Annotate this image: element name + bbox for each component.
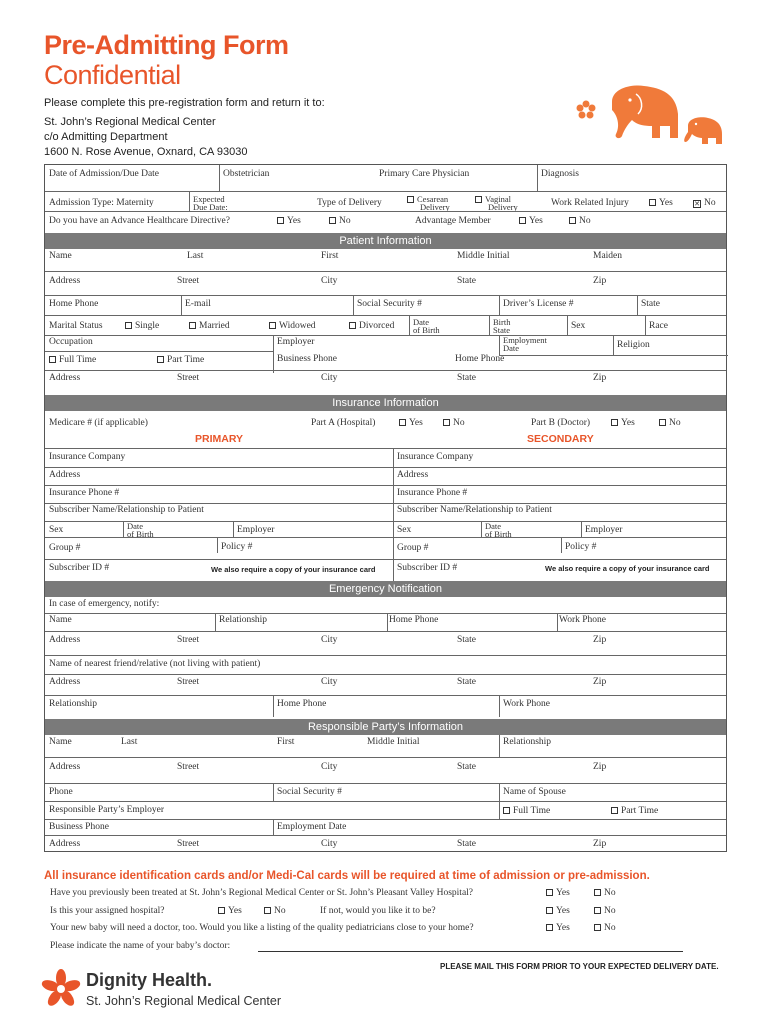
rp-last-label: Last <box>121 737 138 747</box>
dignity-health-brand: Dignity Health. <box>86 970 213 990</box>
marital-married[interactable]: Married <box>189 321 230 332</box>
dl-state-label: State <box>641 299 660 309</box>
primary-policy-label: Policy # <box>221 542 253 552</box>
form-title: Pre-Admitting Form <box>44 30 289 60</box>
advance-directive-no[interactable]: No <box>329 216 351 227</box>
patient-race-label: Race <box>649 321 668 331</box>
emergency-street-label: Street <box>177 635 200 645</box>
address-line-3: 1600 N. Rose Avenue, Oxnard, CA 93030 <box>44 146 248 158</box>
primary-heading: PRIMARY <box>195 433 244 445</box>
checkbox-icon[interactable] <box>277 217 284 224</box>
employer-state-label: State <box>457 373 476 383</box>
patient-first-label: First <box>321 251 339 261</box>
religion-label: Religion <box>617 340 650 350</box>
cesarean-option[interactable]: Cesarean Delivery <box>407 195 450 211</box>
checkbox-icon[interactable] <box>269 322 276 329</box>
emergency-state-label: State <box>457 635 476 645</box>
type-delivery-label: Type of Delivery <box>317 198 382 208</box>
rp-business-phone-label: Business Phone <box>49 822 109 832</box>
checkbox-icon[interactable] <box>264 907 271 914</box>
secondary-address-label: Address <box>397 470 429 480</box>
emergency-city-label: City <box>321 635 338 645</box>
admission-type-label: Admission Type: Maternity <box>49 198 154 208</box>
patient-info-bar: Patient Information <box>45 233 726 249</box>
secondary-subscriber-label: Subscriber Name/Relationship to Patient <box>397 505 552 515</box>
emergency-work-phone-label: Work Phone <box>559 615 606 625</box>
rp-spouse-label: Name of Spouse <box>503 787 566 797</box>
expected-due-date-label: Expected Due Date: <box>193 194 228 212</box>
part-b-no[interactable]: No <box>659 418 681 429</box>
in-case-label: In case of emergency, notify: <box>49 599 160 609</box>
relative-city-label: City <box>321 677 338 687</box>
emergency-relationship-label: Relationship <box>219 615 268 625</box>
insurance-cards-warning: All insurance identification cards and/or Medi-Cal cards will be required at time of admission or pre-admission. <box>44 870 650 882</box>
rp-state-label: State <box>457 762 476 772</box>
checkbox-icon[interactable] <box>503 807 510 814</box>
secondary-dob-label: Date of Birth <box>485 521 512 539</box>
secondary-subscriber-id-label: Subscriber ID # <box>397 563 458 573</box>
checkbox-icon[interactable] <box>329 217 336 224</box>
pre-admit-form-table <box>44 164 727 852</box>
patient-dob-label: Date of Birth <box>413 317 440 335</box>
question-previous-treatment: Have you previously been treated at St. John’s Regional Medical Center or St. John’s Pleasant Valley Hospital? <box>50 888 474 898</box>
marital-status-label: Marital Status <box>49 321 103 331</box>
primary-copy-note: We also require a copy of your insurance card <box>211 565 376 574</box>
intro-block <box>44 96 325 160</box>
relative-relationship-label: Relationship <box>49 699 98 709</box>
checkbox-icon[interactable] <box>125 322 132 329</box>
rp-employer-city-label: City <box>321 839 338 849</box>
secondary-sex-label: Sex <box>397 525 412 535</box>
rp-employer-state-label: State <box>457 839 476 849</box>
instruction-text: Please complete this pre-registration form and return it to: <box>44 97 325 109</box>
employer-city-label: City <box>321 373 338 383</box>
q3-yes[interactable]: Yes <box>546 923 570 933</box>
patient-home-phone-label: Home Phone <box>455 354 505 364</box>
q1-yes[interactable]: Yes <box>546 888 570 898</box>
drivers-license-label: Driver’s License # <box>503 299 574 309</box>
primary-subscriber-id-label: Subscriber ID # <box>49 563 110 573</box>
obstetrician-label: Obstetrician <box>223 169 270 179</box>
nearest-relative-label: Name of nearest friend/relative (not living with patient) <box>49 659 261 669</box>
form-subtitle: Confidential <box>44 60 181 90</box>
part-a-label: Part A (Hospital) <box>311 418 376 428</box>
dignity-health-subtitle: St. John’s Regional Medical Center <box>86 994 282 1008</box>
primary-address-label: Address <box>49 470 81 480</box>
checkbox-icon[interactable] <box>649 199 656 206</box>
marital-single[interactable]: Single <box>125 321 159 332</box>
advantage-member-yes[interactable]: Yes <box>519 216 543 227</box>
address-line-1: St. John’s Regional Medical Center <box>44 116 216 128</box>
checkbox-icon[interactable] <box>349 322 356 329</box>
checkbox-icon[interactable] <box>519 217 526 224</box>
secondary-copy-note: We also require a copy of your insurance card <box>545 564 710 573</box>
employer-street-label: Street <box>177 373 200 383</box>
q1-no[interactable]: No <box>594 888 616 898</box>
checkbox-icon[interactable] <box>594 907 601 914</box>
rp-employer-label: Responsible Party’s Employer <box>49 805 165 815</box>
advantage-member-label: Advantage Member <box>415 216 491 226</box>
mail-note: PLEASE MAIL THIS FORM PRIOR TO YOUR EXPECTED DELIVERY DATE. <box>440 962 719 971</box>
checkbox-icon[interactable] <box>594 924 601 931</box>
secondary-phone-label: Insurance Phone # <box>397 488 468 498</box>
advance-directive-yes[interactable]: Yes <box>277 216 301 227</box>
checkbox-icon[interactable] <box>157 356 164 363</box>
q3-no[interactable]: No <box>594 923 616 933</box>
checkbox-icon[interactable] <box>611 807 618 814</box>
dignity-health-logo-icon <box>40 968 82 1010</box>
q2-no[interactable]: No <box>264 906 286 916</box>
work-injury-no[interactable]: ✕ No <box>694 198 716 208</box>
rp-city-label: City <box>321 762 338 772</box>
secondary-employer-label: Employer <box>585 525 623 535</box>
emergency-address-label: Address <box>49 635 81 645</box>
question-assigned-hospital: Is this your assigned hospital? <box>50 906 165 916</box>
checked-checkbox-icon[interactable]: ✕ <box>694 200 700 208</box>
elephant-family-icon <box>572 80 732 150</box>
checkbox-icon[interactable] <box>546 889 553 896</box>
primary-phone-label: Insurance Phone # <box>49 488 120 498</box>
checkbox-icon[interactable] <box>218 907 225 914</box>
rp-address-label: Address <box>49 762 81 772</box>
flower-icon <box>577 101 596 119</box>
relative-zip-label: Zip <box>593 677 607 687</box>
part-a-no[interactable]: No <box>443 418 465 429</box>
q2b-no[interactable]: No <box>594 906 616 916</box>
rp-street-label: Street <box>177 762 200 772</box>
diagnosis-label: Diagnosis <box>541 169 579 179</box>
advantage-member-no[interactable]: No <box>569 216 591 227</box>
patient-middle-label: Middle Initial <box>457 251 510 261</box>
employer-address-label: Address <box>49 373 81 383</box>
insurance-info-bar: Insurance Information <box>45 395 726 411</box>
checkbox-icon[interactable] <box>189 322 196 329</box>
part-b-yes[interactable]: Yes <box>611 418 635 429</box>
rp-zip-label: Zip <box>593 762 607 772</box>
primary-sex-label: Sex <box>49 525 64 535</box>
relative-street-label: Street <box>177 677 200 687</box>
rp-employer-zip-label: Zip <box>593 839 607 849</box>
advance-directive-label: Do you have an Advance Healthcare Directive? <box>49 216 230 226</box>
emergency-bar: Emergency Notification <box>45 581 726 597</box>
rp-employment-date-label: Employment Date <box>277 822 347 832</box>
marital-divorced[interactable]: Divorced <box>349 321 394 332</box>
relative-address-label: Address <box>49 677 81 687</box>
employment-part-time[interactable]: Part Time <box>157 355 204 366</box>
primary-employer-label: Employer <box>237 525 275 535</box>
question-would-you-like: If not, would you like it to be? <box>320 906 436 916</box>
part-a-yes[interactable]: Yes <box>399 418 423 429</box>
pcp-label: Primary Care Physician <box>379 169 470 179</box>
medicare-label: Medicare # (if applicable) <box>49 418 148 428</box>
date-admission-label: Date of Admission/Due Date <box>49 169 160 179</box>
rp-employer-street-label: Street <box>177 839 200 849</box>
baby-doctor-input-line[interactable] <box>258 951 683 952</box>
ssn-label: Social Security # <box>357 299 422 309</box>
employment-date-label: Employment Date <box>503 335 547 353</box>
checkbox-icon[interactable] <box>611 419 618 426</box>
question-baby-doctor: Please indicate the name of your baby’s doctor: <box>50 941 231 951</box>
checkbox-icon[interactable] <box>594 889 601 896</box>
checkbox-icon[interactable] <box>443 419 450 426</box>
secondary-group-label: Group # <box>397 543 429 553</box>
primary-subscriber-label: Subscriber Name/Relationship to Patient <box>49 505 204 515</box>
rp-employer-address-label: Address <box>49 839 81 849</box>
rp-full-time[interactable]: Full Time <box>503 806 550 817</box>
rp-first-label: First <box>277 737 295 747</box>
part-b-label: Part B (Doctor) <box>531 418 591 428</box>
patient-state-label: State <box>457 276 476 286</box>
emergency-name-label: Name <box>49 615 72 625</box>
patient-name-label: Name <box>49 251 72 261</box>
secondary-heading: SECONDARY <box>527 433 594 445</box>
primary-dob-label: Date of Birth <box>127 521 154 539</box>
q2b-yes[interactable]: Yes <box>546 906 570 916</box>
checkbox-icon[interactable] <box>399 419 406 426</box>
rp-ssn-label: Social Security # <box>277 787 342 797</box>
emergency-zip-label: Zip <box>593 635 607 645</box>
emergency-home-phone-label: Home Phone <box>389 615 439 625</box>
employer-zip-label: Zip <box>593 373 607 383</box>
primary-company-label: Insurance Company <box>49 452 126 462</box>
checkbox-icon[interactable] <box>546 924 553 931</box>
rp-middle-label: Middle Initial <box>367 737 420 747</box>
occupation-label: Occupation <box>49 337 93 347</box>
patient-city-label: City <box>321 276 338 286</box>
employment-full-time[interactable]: Full Time <box>49 355 96 366</box>
marital-widowed[interactable]: Widowed <box>269 321 316 332</box>
patient-last-label: Last <box>187 251 204 261</box>
rp-phone-label: Phone <box>49 787 73 797</box>
rp-name-label: Name <box>49 737 72 747</box>
vaginal-option[interactable]: Vaginal Delivery <box>475 195 518 211</box>
address-line-2: c/o Admitting Department <box>44 131 168 143</box>
checkbox-icon[interactable] <box>659 419 666 426</box>
relative-work-phone-label: Work Phone <box>503 699 550 709</box>
relative-state-label: State <box>457 677 476 687</box>
checkbox-icon[interactable] <box>49 356 56 363</box>
q2-yes[interactable]: Yes <box>218 906 242 916</box>
relative-home-phone-label: Home Phone <box>277 699 327 709</box>
responsible-party-bar: Responsible Party’s Information <box>45 719 726 735</box>
secondary-company-label: Insurance Company <box>397 452 474 462</box>
work-injury-yes[interactable]: Yes <box>649 198 673 209</box>
home-phone-label: Home Phone <box>49 299 99 309</box>
rp-relationship-label: Relationship <box>503 737 552 747</box>
email-label: E-mail <box>185 299 211 309</box>
primary-group-label: Group # <box>49 543 81 553</box>
question-pediatrician-list: Your new baby will need a doctor, too. Would you like a listing of the quality pediatricians close to your home? <box>50 923 474 933</box>
rp-part-time[interactable]: Part Time <box>611 806 658 817</box>
secondary-policy-label: Policy # <box>565 542 597 552</box>
business-phone-label: Business Phone <box>277 354 337 364</box>
patient-sex-label: Sex <box>571 321 586 331</box>
patient-zip-label: Zip <box>593 276 607 286</box>
patient-employer-label: Employer <box>277 337 315 347</box>
birth-state-label: Birth State <box>493 317 511 335</box>
patient-street-label: Street <box>177 276 200 286</box>
work-injury-label: Work Related Injury <box>551 198 629 208</box>
checkbox-icon[interactable] <box>546 907 553 914</box>
patient-address-label: Address <box>49 276 81 286</box>
patient-maiden-label: Maiden <box>593 251 623 261</box>
checkbox-icon[interactable] <box>569 217 576 224</box>
